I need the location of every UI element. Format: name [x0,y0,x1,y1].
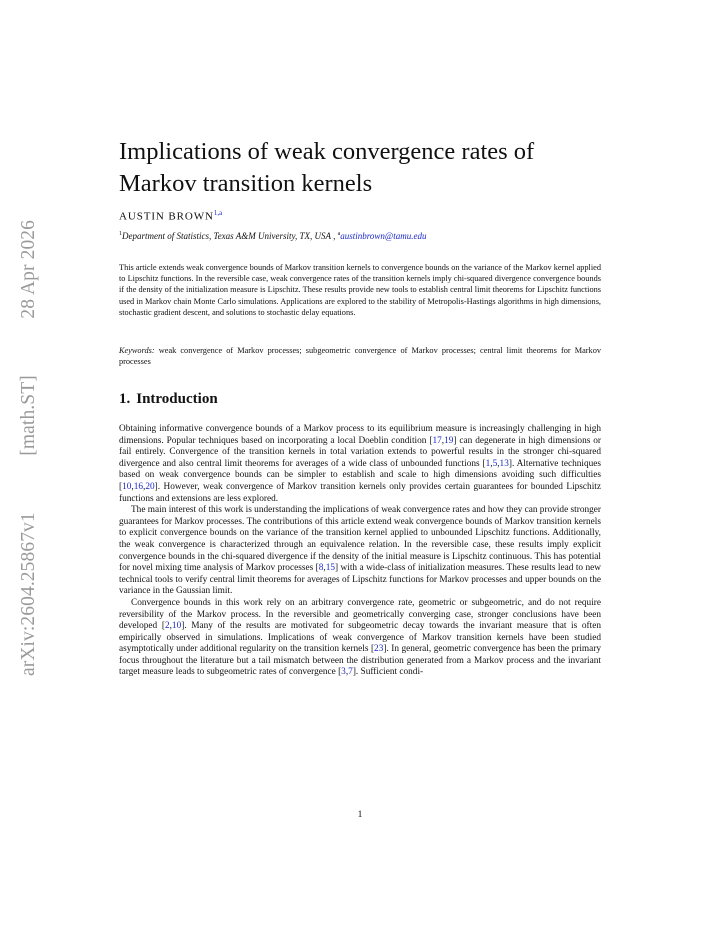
title-line-2: Markov transition kernels [119,170,373,197]
citation-link[interactable]: 10 [122,481,132,492]
citation-link[interactable]: 7 [348,667,353,678]
affiliation-line [119,231,601,241]
keywords-label: Keywords: [119,346,155,355]
citation-link[interactable]: 16 [133,481,144,492]
citation-link[interactable]: 3 [341,667,346,678]
paper-title [119,136,601,200]
citation-link[interactable]: 19 [444,435,454,446]
citation-link[interactable]: 17 [432,435,442,446]
keywords-text: weak convergence of Markov processes; subgeometric convergence of Markov processes; central limit theorems for Markov processes [119,346,602,367]
paragraph-text: ]. In general, geometric convergence has been the primary focus throughout the literature but a tail mismatch between the distribution generated from a Markov process and the invariant target measure leads to subgeometric rates of convergence [ [119,644,601,678]
citation-link[interactable]: 5 [492,458,498,469]
paragraph-text: ]. Sufficient condi- [352,667,424,678]
affiliation-superscript: 1 [119,231,122,237]
paragraph-text: Obtaining informative convergence bounds of a Markov process to its equilibrium measure is increasingly challenging in high dimensions. Popular techniques based on incorporating a local Doeblin condition [ [119,424,601,446]
paragraph-text: Convergence bounds in this work rely on an arbitrary convergence rate, geometric or subgeometric, and do not require reversibility of the Markov process. In the reversible and geometrically converging case, stronger conclusions have been developed [ [119,597,601,632]
email-superscript: a [337,231,341,237]
paragraph-text: ]. Many of the results are motivated for subgeometric decay towards the invariant measure that is often empirically observed in simulations. Implications of weak convergence of Markov transition kernels have been studied asymptotically under additional regularity on the transition kernels [ [119,621,601,655]
paragraph-2: The main interest of this work is understanding the implications of weak convergence rates and how they can provide stronger guarantees for Markov processes. The contributions of this article extend weak convergence bounds of Markov transition kernels to explicit convergence bounds on the variance of the transition kernel applied to unbounded Lipschitz functions. Additionally, the weak convergence is characterized through an equivalence relation. In the reversible case, these results imply explicit convergence bounds in the chi-squared divergence if the density of the initial measure is Lipschitz continuous. This has potential for novel mixing time analysis of Markov processes [8,15] with a wide-class of initialization measures. These results lead to new technical tools to verify central limit theorems for averages of Lipschitz functions for Markov processes and upper bounds on the variance in the Gaussian limit. [119,505,601,597]
arxiv-stamp [18,218,52,678]
paragraph-text: ] with a wide-class of initialization measures. These results lead to new technical tools to verify central limit theorems for averages of Lipschitz functions for Markov processes and upper bounds on the variance in the Gaussian limit. [119,563,601,597]
author-email-link[interactable]: austinbrown@tamu.edu [340,231,427,241]
paragraph-text: The main interest of this work is understanding the implications of weak convergence rates and how they can provide stronger guarantees for Markov processes. The contributions of this article extend weak convergence bounds of Markov transition kernels to explicit convergence bounds on the variance of the transition kernel applied to unbounded Lipschitz functions. Additionally, the weak convergence is characterized through an equivalence relation. In the reversible case, these results imply explicit convergence bounds in the chi-squared divergence if the density of the initial measure is Lipschitz continuous. This has potential for novel mixing time analysis of Markov processes [ [119,505,601,574]
page-number: 1 [357,810,363,820]
citation-link[interactable]: 10 [171,621,182,632]
author-name: AUSTIN BROWN [119,210,214,223]
citation-link[interactable]: 13 [499,458,509,469]
citation-link[interactable]: 20 [145,481,155,492]
author-line [119,209,601,223]
section-number: 1. [119,391,131,407]
section-heading [119,391,601,408]
paragraph-text: ]. Alternative techniques based on weak convergence bounds can be simpler to establish and scale to high dimensions avoiding such difficulties [ [119,458,601,492]
paragraph-1: Obtaining informative convergence bounds of a Markov process to its equilibrium measure is increasingly challenging in high dimensions. Popular techniques based on incorporating a local Doeblin condition [17,19] can degenerate in high dimensions or fail entirely. Convergence of the transition kernels in total variation extends to powerful results in the stronger chi-squared divergence and also central limit theorems for averages of a wide class of unbounded functions [1,5,13]. Alternative techniques based on weak convergence bounds can be simpler to establish and scale to high dimensions avoiding such difficulties [10,16,20]. However, weak convergence of Markov transition kernels only provides certain guarantees for bounded Lipschitz functions and extensions are less explored. [119,424,601,504]
body-text [119,424,601,679]
citation-link[interactable]: 15 [325,563,336,574]
citation-link[interactable]: 1 [485,458,491,469]
title-line-1: Implications of weak convergence rates of [119,138,535,165]
citation-link[interactable]: 8 [318,563,324,574]
section-title: Introduction [136,391,218,407]
keywords [119,345,601,367]
author-superscript[interactable]: 1,a [213,209,223,217]
affiliation-text: Department of Statistics, Texas A&M University, TX, USA , [122,231,338,241]
abstract: This article extends weak convergence bounds of Markov transition kernels to convergence bounds on the variance of the Markov kernel applied to Lipschitz functions. In the reversible case, weak convergence rates of the transition kernels imply chi-squared divergence convergence bounds if the density of the initialization measure is Lipschitz. These results provide new tools to establish central limit theorems for Lipschitz functions used in Markov chain Monte Carlo simulations. Applications are explored to the stability of Metropolis-Hastings algorithms in high dimensions, stochastic gradient descent, and solutions to stochastic delay equations. [119,263,601,317]
paragraph-3: Convergence bounds in this work rely on an arbitrary convergence rate, geometric or subgeometric, and do not require reversibility of the Markov process. In the reversible and geometrically converging case, stronger conclusions have been developed [2,10]. Many of the results are motivated for subgeometric decay towards the invariant measure that is often empirically observed in simulations. Implications of weak convergence of Markov transition kernels have been studied asymptotically under additional regularity on the transition kernels [23]. In general, geometric convergence has been the primary focus throughout the literature but a tail mismatch between the distribution generated from a Markov process and the invariant target measure leads to subgeometric rates of convergence [3,7]. Sufficient condi- [119,597,601,678]
arxiv-date: 28 Apr 2026 [18,220,39,319]
paragraph-text: ] can degenerate in high dimensions or fail entirely. Convergence of the transition kernels in total variation extends to powerful results in the stronger chi-squared divergence and also central limit theorems for averages of a wide class of unbounded functions [ [119,435,601,469]
arxiv-id: arXiv:2604.25867v1 [18,512,39,676]
arxiv-category: [math.ST] [18,375,39,456]
citation-link[interactable]: 23 [374,644,384,655]
paragraph-text: ]. However, weak convergence of Markov transition kernels only provides certain guarantees for bounded Lipschitz functions and extensions are less explored. [119,481,601,504]
citation-link[interactable]: 2 [164,621,170,632]
